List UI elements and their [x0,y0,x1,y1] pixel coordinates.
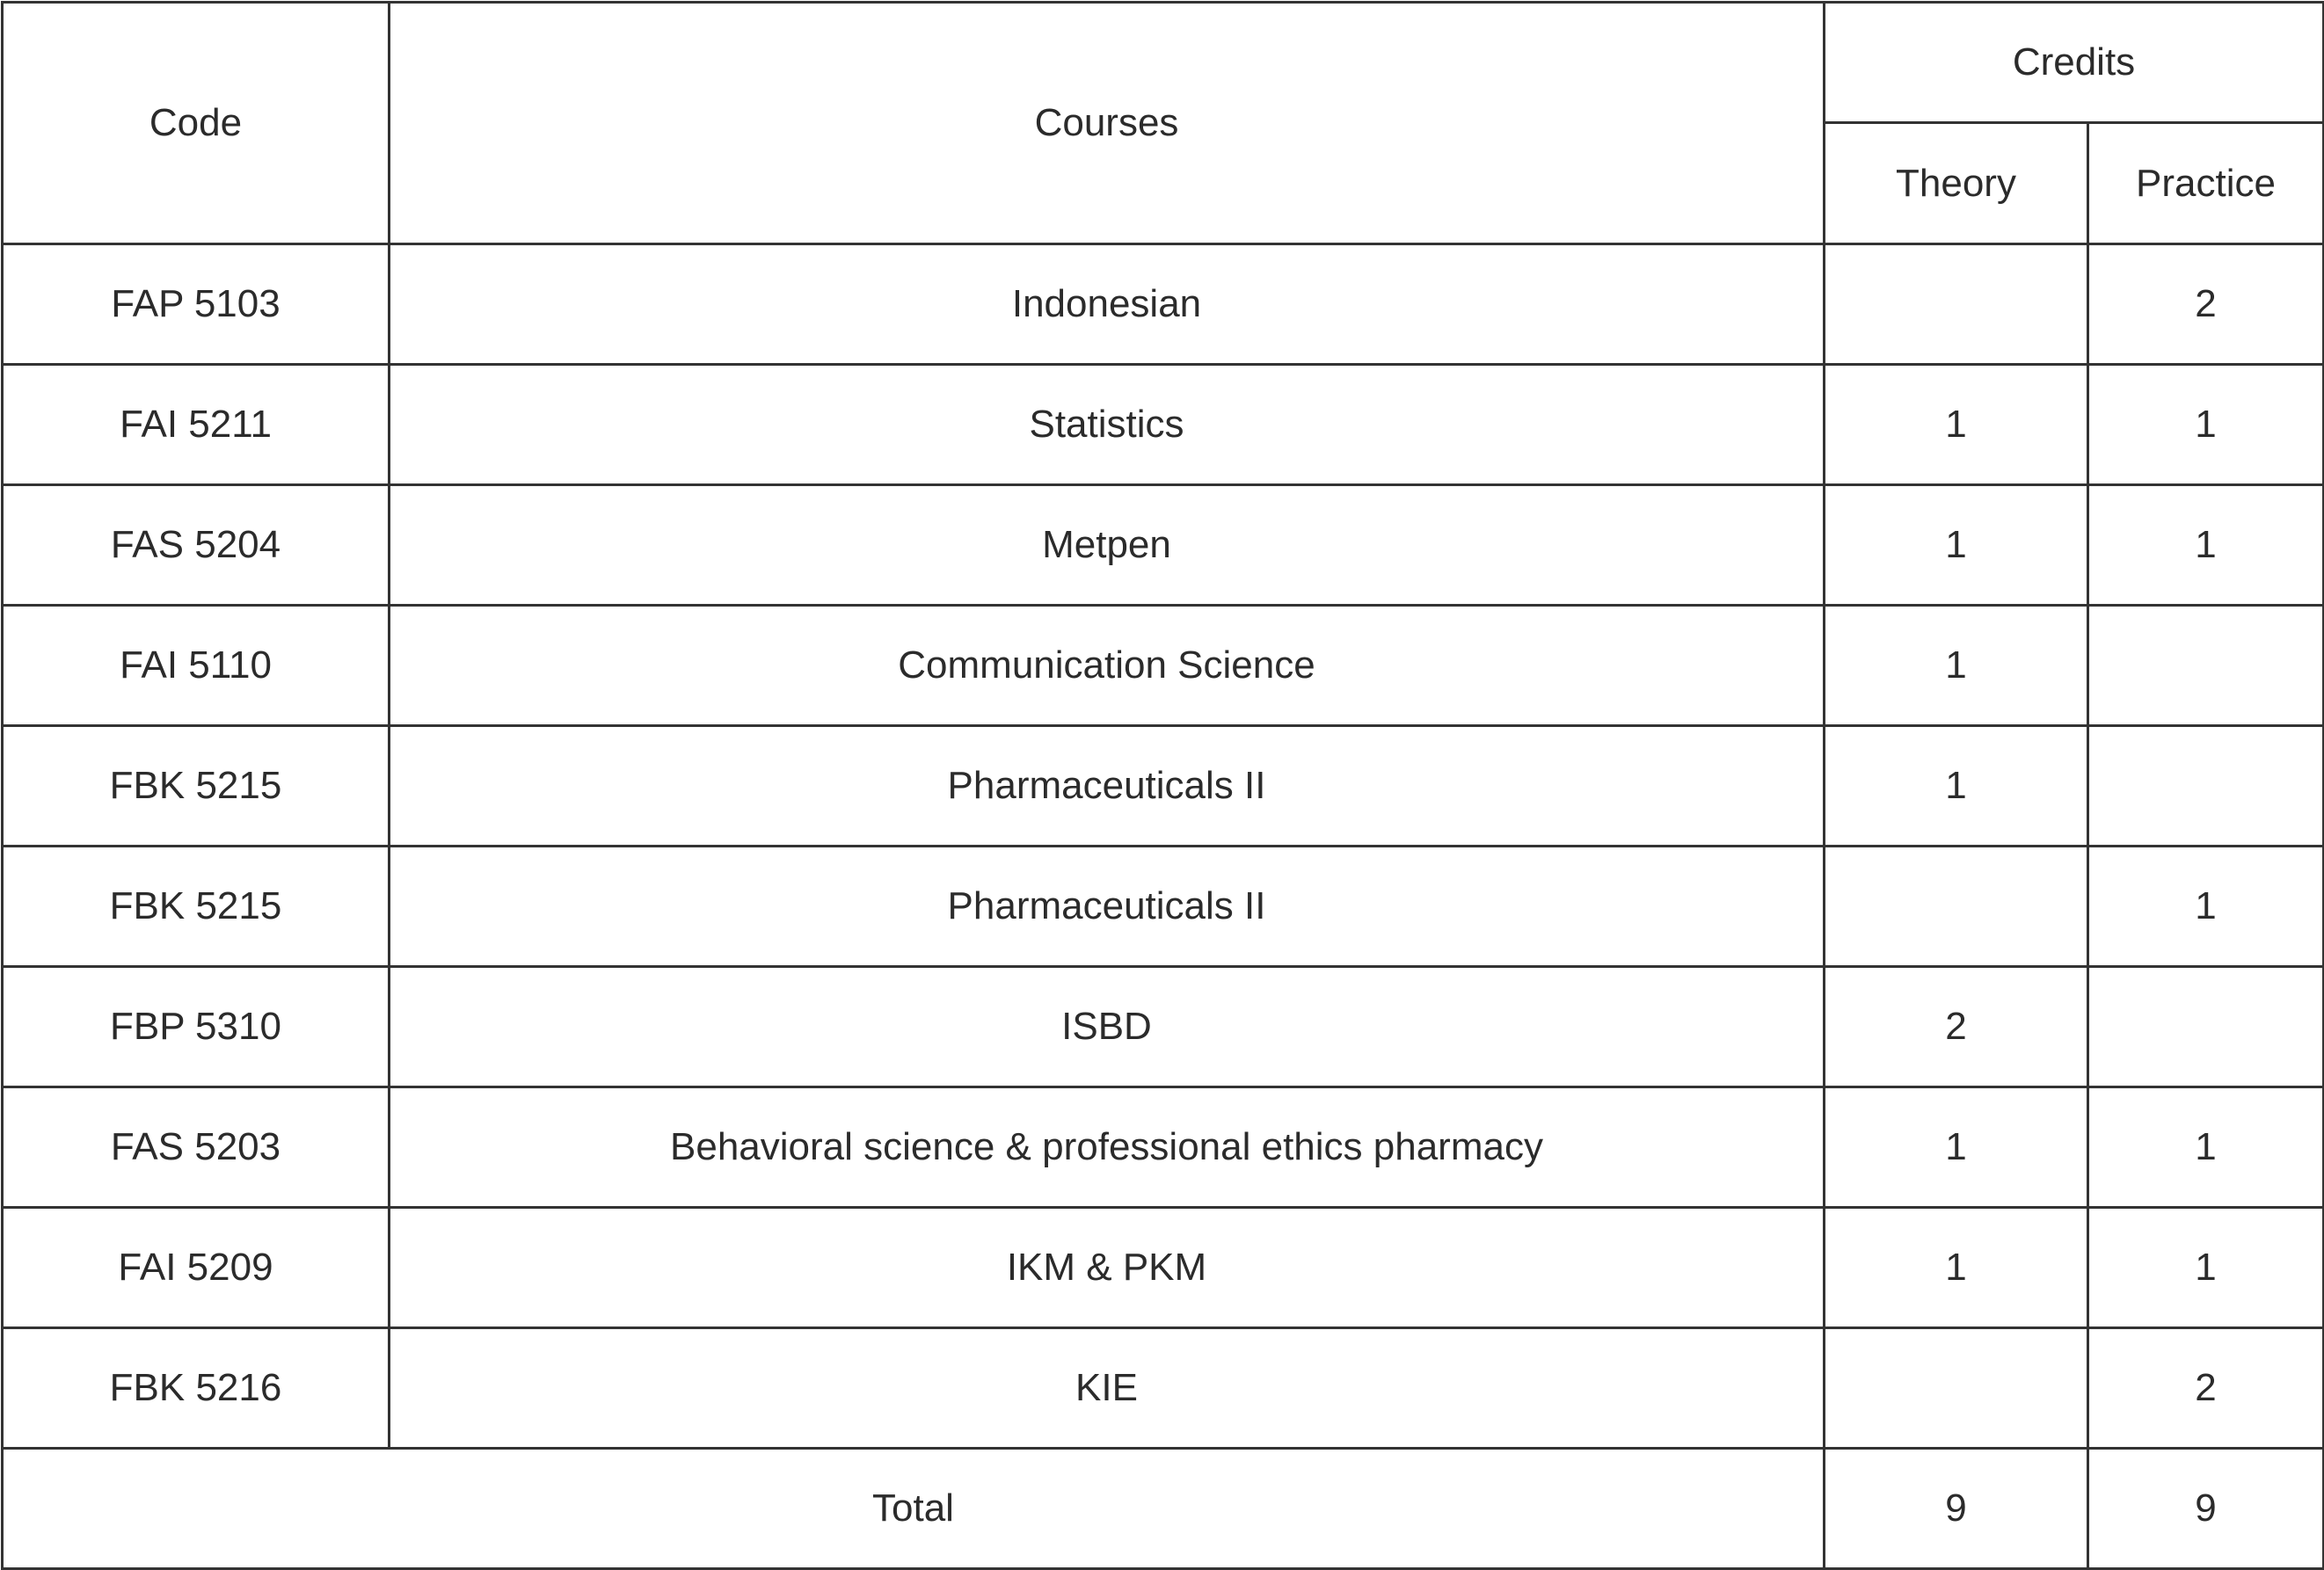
cell-practice: 2 [2088,1328,2324,1449]
cell-code: FBP 5310 [3,967,390,1087]
cell-theory: 2 [1825,967,2088,1087]
total-practice: 9 [2088,1449,2324,1569]
cell-course: Pharmaceuticals II [390,847,1825,967]
cell-theory: 1 [1825,606,2088,726]
cell-practice [2088,967,2324,1087]
header-credits: Credits [1825,3,2324,123]
table-row [3,726,2324,847]
header-theory: Theory [1825,123,2088,244]
cell-code: FBK 5216 [3,1328,390,1449]
cell-practice: 1 [2088,847,2324,967]
cell-code: FAI 5209 [3,1208,390,1328]
table-row [3,485,2324,606]
table-row [3,1328,2324,1449]
cell-course: Pharmaceuticals II [390,726,1825,847]
cell-theory: 1 [1825,485,2088,606]
cell-course: Communication Science [390,606,1825,726]
table-row [3,847,2324,967]
cell-course: Statistics [390,365,1825,485]
header-row-top [3,3,2324,123]
cell-practice: 1 [2088,365,2324,485]
cell-course: Behavioral science & professional ethics pharmacy [390,1087,1825,1208]
cell-practice [2088,726,2324,847]
cell-theory: 1 [1825,365,2088,485]
cell-code: FBK 5215 [3,726,390,847]
cell-course: Metpen [390,485,1825,606]
cell-code: FAP 5103 [3,244,390,365]
cell-code: FAI 5110 [3,606,390,726]
cell-practice: 1 [2088,1208,2324,1328]
cell-course: KIE [390,1328,1825,1449]
cell-code: FAS 5204 [3,485,390,606]
cell-course: IKM & PKM [390,1208,1825,1328]
header-code: Code [3,3,390,244]
table-row [3,606,2324,726]
cell-practice: 1 [2088,1087,2324,1208]
total-theory: 9 [1825,1449,2088,1569]
cell-code: FBK 5215 [3,847,390,967]
cell-practice [2088,606,2324,726]
cell-theory: 1 [1825,1087,2088,1208]
table-row [3,365,2324,485]
cell-course: Indonesian [390,244,1825,365]
cell-practice: 2 [2088,244,2324,365]
cell-theory [1825,244,2088,365]
cell-code: FAS 5203 [3,1087,390,1208]
cell-code: FAI 5211 [3,365,390,485]
table-row [3,1208,2324,1328]
table-row [3,244,2324,365]
header-practice: Practice [2088,123,2324,244]
credits-table [1,1,2324,1570]
cell-theory [1825,1328,2088,1449]
cell-course: ISBD [390,967,1825,1087]
cell-theory: 1 [1825,726,2088,847]
cell-theory: 1 [1825,1208,2088,1328]
table-row [3,1087,2324,1208]
total-row [3,1449,2324,1569]
cell-practice: 1 [2088,485,2324,606]
total-label: Total [3,1449,1825,1569]
cell-theory [1825,847,2088,967]
header-courses: Courses [390,3,1825,244]
table-row [3,967,2324,1087]
